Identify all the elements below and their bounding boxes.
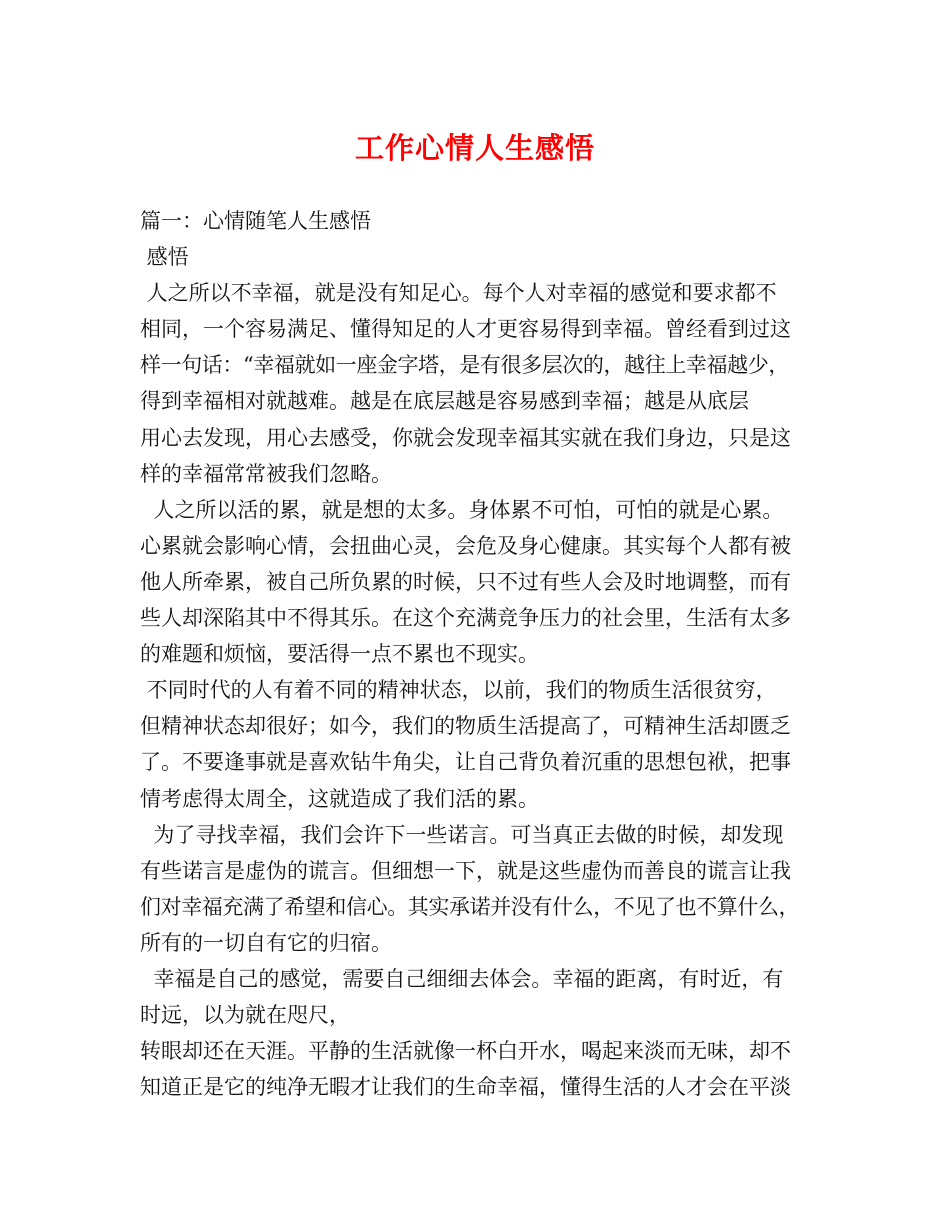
body-line: 时远，以为就在咫尺， — [140, 1003, 350, 1028]
body-line: 篇一：心情随笔人生感悟 — [140, 209, 371, 233]
body-line: 转眼却还在天涯。平静的生活就像一杯白开水，喝起来淡而无味，却不 — [140, 1039, 791, 1064]
body-line: 样一句话：“幸福就如一座金字塔，是有很多层次的，越往上幸福越少， — [140, 353, 789, 378]
body-line: 感悟 — [140, 245, 189, 270]
body-line: 心累就会影响心情，会扭曲心灵，会危及身心健康。其实每个人都有被 — [140, 533, 791, 558]
body-line: 有些诺言是虚伪的谎言。但细想一下，就是这些虚伪而善良的谎言让我 — [140, 858, 791, 883]
body-line: 但精神状态却很好；如今，我们的物质生活提高了，可精神生活却匮乏 — [140, 714, 791, 739]
body-line: 些人却深陷其中不得其乐。在这个充满竞争压力的社会里，生活有太多 — [140, 606, 791, 631]
body-line: 不同时代的人有着不同的精神状态，以前，我们的物质生活很贫穷， — [140, 678, 777, 703]
body-line: 得到幸福相对就越难。越是在底层越是容易感到幸福；越是从底层 — [140, 389, 749, 414]
body-line: 样的幸福常常被我们忽略。 — [140, 461, 392, 486]
body-line: 他人所牵累，被自己所负累的时候，只不过有些人会及时地调整，而有 — [140, 569, 791, 594]
body-line: 知道正是它的纯净无暇才让我们的生命幸福，懂得生活的人才会在平淡 — [140, 1075, 791, 1100]
body-line: 用心去发现，用心去感受，你就会发现幸福其实就在我们身边，只是这 — [140, 425, 791, 450]
body-line: 情考虑得太周全，这就造成了我们活的累。 — [140, 786, 539, 811]
body-line: 为了寻找幸福，我们会许下一些诺言。可当真正去做的时候，却发现 — [140, 822, 784, 847]
body-line: 人之所以活的累，就是想的太多。身体累不可怕，可怕的就是心累。 — [140, 497, 784, 522]
body-line: 人之所以不幸福，就是没有知足心。每个人对幸福的感觉和要求都不 — [140, 281, 777, 306]
body-line: 所有的一切自有它的归宿。 — [140, 930, 392, 955]
body-line: 们对幸福充满了希望和信心。其实承诺并没有什么，不见了也不算什么， — [140, 894, 800, 919]
body-line: 相同，一个容易满足、懂得知足的人才更容易得到幸福。曾经看到过这 — [140, 317, 791, 342]
document-body — [140, 203, 830, 1105]
body-line: 了。不要逢事就是喜欢钻牛角尖，让自己背负着沉重的思想包袱，把事 — [140, 750, 791, 775]
body-line: 幸福是自己的感觉，需要自己细细去体会。幸福的距离，有时近，有 — [140, 966, 784, 991]
document-title: 工作心情人生感悟 — [354, 131, 595, 165]
body-line: 的难题和烦恼，要活得一点不累也不现实。 — [140, 642, 539, 667]
